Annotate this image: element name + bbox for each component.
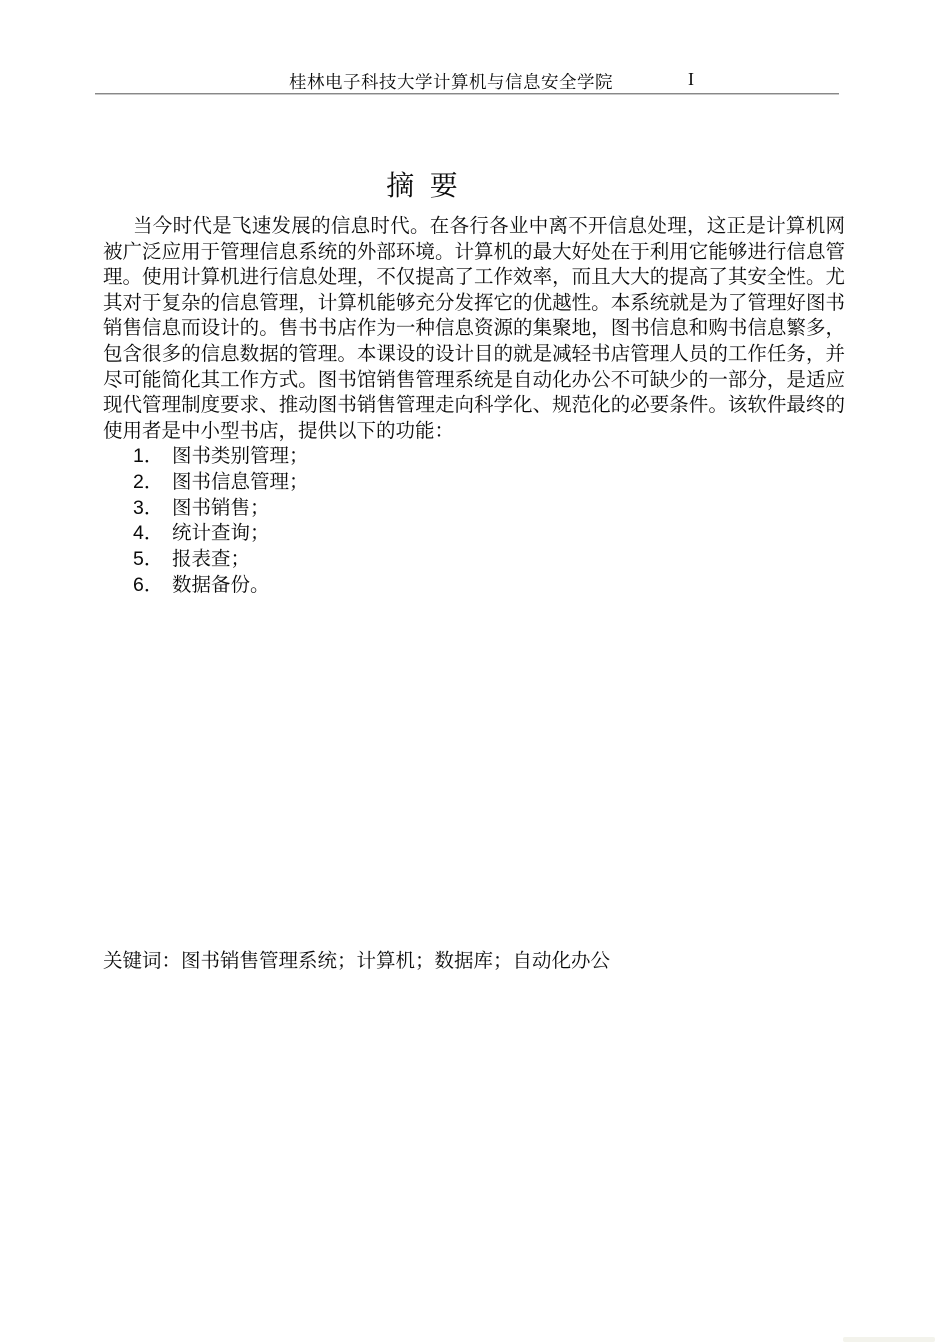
list-item [133, 547, 845, 573]
list-item-number: 2． [133, 471, 164, 494]
list-item-number: 1． [133, 445, 164, 468]
list-item [133, 444, 845, 470]
abstract-paragraph: 当今时代是飞速发展的信息时代。在各行各业中离不开信息处理，这正是计算机网被广泛应用于管理信息系统的外部环境。计算机的最大好处在于利用它能够进行信息管理。使用计算机进行信息处理，不仅提高了工作效率，而且大大的提高了其安全性。尤其对于复杂的信息管理，计算机能够充分发挥它的优越性。本系统就是为了管理好图书销售信息而设计的。售书书店作为一种信息资源的集聚地，图书信息和购书信息繁多，包含很多的信息数据的管理。本课设的设计目的就是减轻书店管理人员的工作任务，并尽可能简化其工作方式。图书馆销售管理系统是自动化办公不可缺少的一部分，是适应现代管理制度要求、推动图书销售管理走向科学化、规范化的必要条件。该软件最终的使用者是中小型书店，提供以下的功能： [103, 215, 845, 442]
keywords-line: 关键词：图书销售管理系统；计算机；数据库；自动化办公 [103, 950, 611, 972]
list-item [133, 470, 845, 496]
list-item [133, 496, 845, 522]
list-item-text: 数据备份。 [172, 573, 270, 596]
list-item [133, 573, 845, 599]
header-rule [95, 93, 839, 95]
header-school-name: 桂林电子科技大学计算机与信息安全学院 [289, 72, 613, 92]
list-item-number: 6． [133, 573, 164, 596]
list-item-text: 报表查； [172, 548, 251, 571]
list-item-text: 统计查询； [172, 522, 270, 545]
bottom-right-smudge [843, 1337, 935, 1342]
list-item-text: 图书类别管理； [172, 445, 309, 468]
page-title: 摘 要 [386, 170, 458, 201]
abstract-body [103, 214, 845, 599]
list-item-number: 5． [133, 548, 164, 571]
header-page-number: I [688, 69, 694, 89]
list-item-text: 图书销售； [172, 496, 270, 519]
list-item-number: 4． [133, 522, 164, 545]
list-item [133, 521, 845, 547]
feature-list [103, 444, 845, 598]
list-item-text: 图书信息管理； [172, 471, 309, 494]
list-item-number: 3． [133, 496, 164, 519]
